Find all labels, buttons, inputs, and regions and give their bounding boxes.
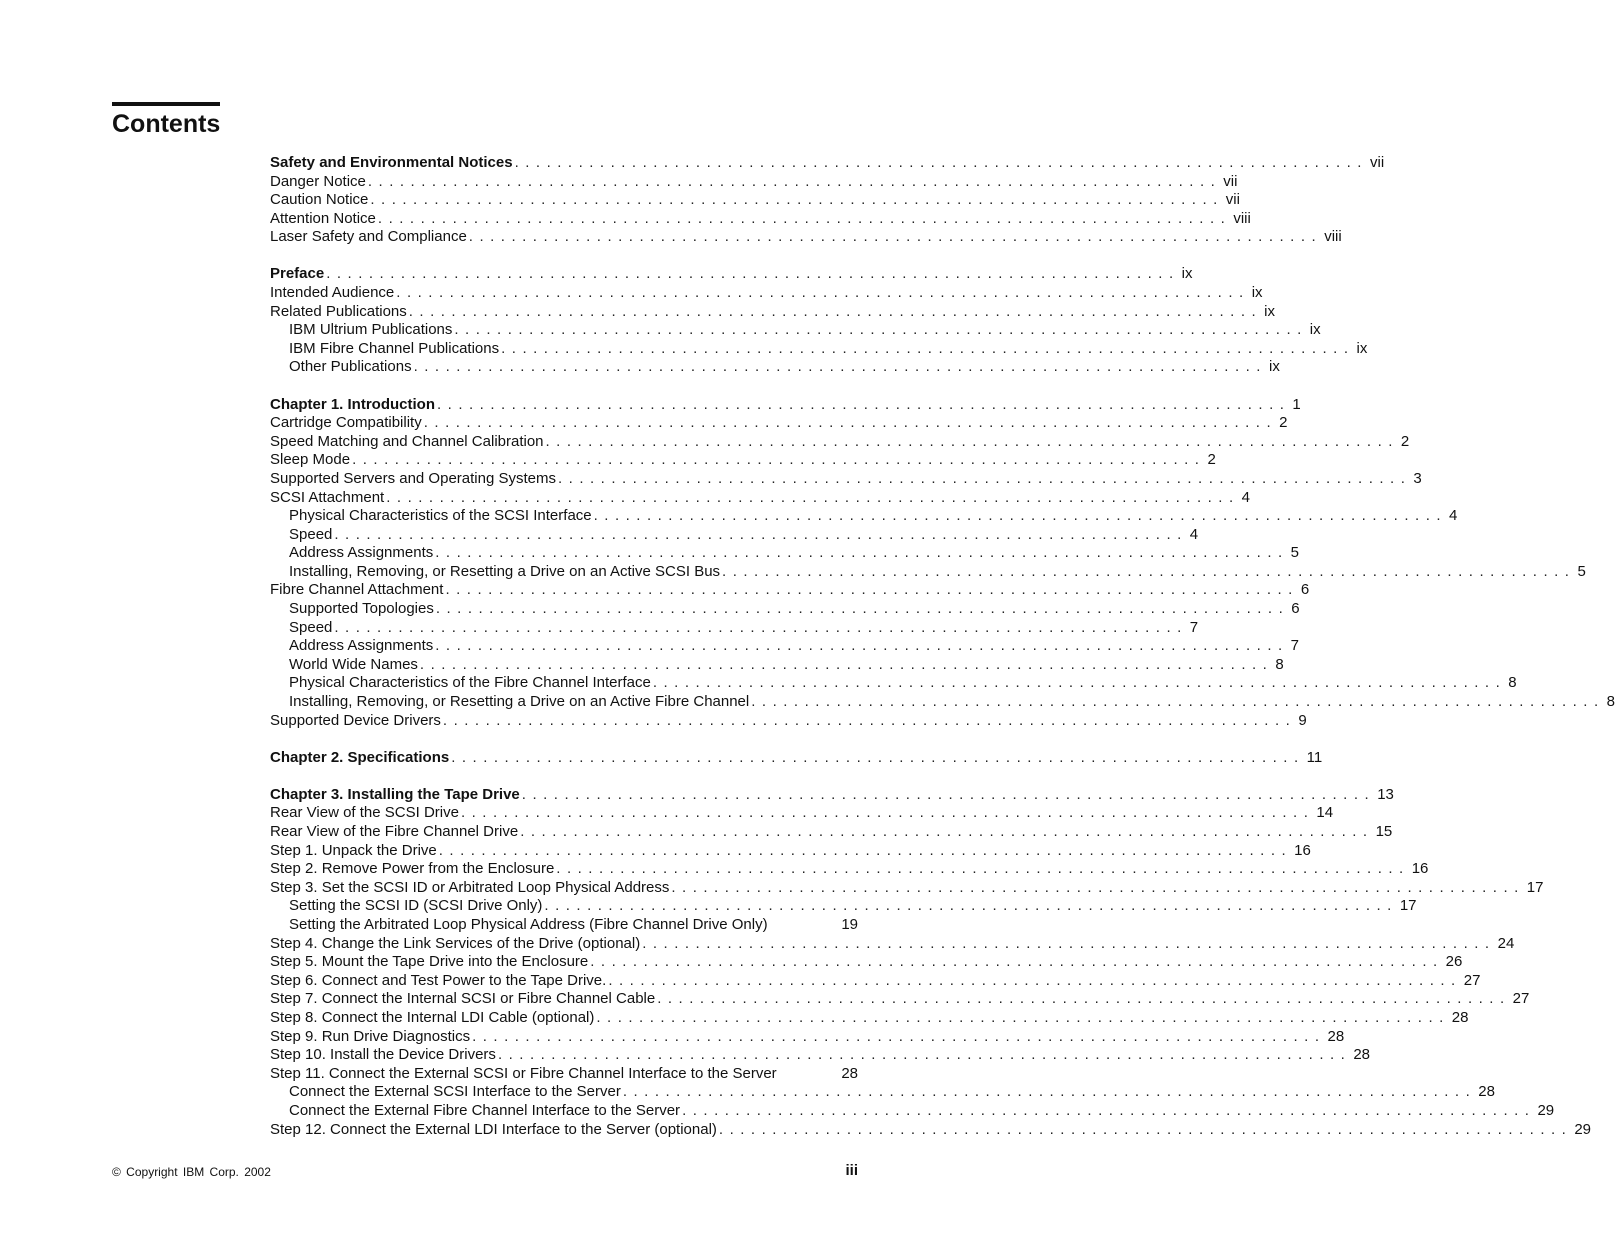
toc-entry-title: Preface [270,265,325,283]
toc-entry[interactable] [270,674,1517,693]
toc-entry-page: 13 [1377,785,1394,803]
toc-entry-title: Rear View of the SCSI Drive [270,804,459,822]
heading-rule [112,102,220,106]
toc-entry[interactable] [270,693,1615,712]
dot-leader: ................................................................................ [657,990,1511,1008]
dot-leader: ................................................................................ [652,674,1507,692]
dot-leader: ................................................................................ [370,191,1224,209]
dot-leader: ................................................................................ [435,637,1289,655]
dot-leader: ................................................................................ [396,284,1250,302]
toc-entry-title: Intended Audience [270,284,395,302]
toc-entry-title: Step 5. Mount the Tape Drive into the Enclosure [270,953,589,971]
dot-leader: ................................................................................ [419,655,1274,673]
dot-leader: ................................................................................ [751,693,1605,711]
toc-entry-title: Laser Safety and Compliance [270,228,467,246]
dot-leader: ................................................................................ [593,507,1448,525]
dot-leader: ................................................................................ [438,841,1293,859]
toc-entry-page: ix [1264,302,1276,320]
toc-entry-title: Chapter 2. Specifications [270,748,450,766]
dot-leader: ................................................................................ [501,339,1355,357]
dot-leader: ................................................................................ [352,451,1206,469]
dot-leader: ................................................................................ [326,265,1180,283]
toc-entry[interactable] [270,414,1288,433]
toc-entry[interactable] [270,191,1240,210]
toc-entry-page: viii [1324,228,1342,246]
toc-entry[interactable] [270,581,1310,600]
dot-leader: ................................................................................ [435,544,1289,562]
dot-leader: ................................................................................ [367,172,1222,190]
toc-entry-page: 6 [1291,600,1300,618]
toc-entry-page: 2 [1279,414,1288,432]
dot-leader: ................................................................................ [608,971,1462,989]
toc-entry-page: 7 [1189,618,1199,636]
dot-leader: ................................................................................ [718,1120,1573,1138]
toc-entry-title: Related Publications [270,302,407,320]
toc-entry[interactable] [270,321,1321,340]
toc-entry[interactable] [270,711,1307,731]
toc-entry-page: 28 [1451,1008,1469,1026]
dot-leader: ................................................................................ [544,897,1398,915]
toc-entry-page: 27 [1512,990,1530,1008]
toc-entry-title: SCSI Attachment [270,488,385,506]
dot-leader: ................................................................................ [642,934,1496,952]
toc-entry-title: Caution Notice [270,191,369,209]
toc-entry-page: 8 [1508,674,1517,692]
toc-entry[interactable] [270,302,1276,322]
toc-entry-title: Physical Characteristics of the SCSI Interface [289,507,592,525]
toc-entry-page: ix [1309,321,1321,339]
toc-entry-title: Address Assignments [289,637,434,655]
toc-entry-title: Step 11. Connect the External SCSI or Fibre Channel Interface to the Server [270,1064,777,1082]
dot-leader: ................................................................................ [445,581,1299,599]
toc-entry-page: 29 [1537,1101,1555,1119]
dot-leader: ................................................................................ [682,1101,1536,1119]
toc-entry-title: Connect the External Fibre Channel Interface to the Server [289,1101,681,1119]
toc-entry-title: Step 12. Connect the External LDI Interface to the Server (optional) [270,1120,717,1138]
toc-entry-title: Connect the External SCSI Interface to the Server [289,1083,621,1101]
toc-entry[interactable] [270,265,1193,284]
toc-entry-title: Step 7. Connect the Internal SCSI or Fibre Channel Cable [270,990,656,1008]
toc-entry-page: 19 [841,915,858,933]
toc-entry-page: 17 [1399,897,1417,915]
toc-entry[interactable] [270,916,858,935]
toc-entry-title: Chapter 1. Introduction [270,395,435,413]
dot-leader: ................................................................................ [334,618,1188,636]
toc-entry[interactable] [270,655,1284,675]
dot-leader: ................................................................................ [472,1027,1326,1045]
toc-entry[interactable] [270,154,1385,173]
toc-entry-page: 2 [1400,432,1410,450]
toc-entry-title: Attention Notice [270,209,376,227]
toc-entry-page: 28 [1327,1027,1345,1045]
toc-entry-page: 16 [1411,860,1429,878]
page-number: iii [845,1162,858,1179]
toc-entry-page: vii [1369,154,1385,171]
toc-entry[interactable] [270,934,1515,954]
toc-entry-title: Cartridge Compatibility [270,414,422,432]
toc-entry[interactable] [270,841,1311,861]
toc-entry[interactable] [270,1027,1345,1047]
toc-entry-page: 1 [1292,395,1301,413]
toc-entry-page: 26 [1445,953,1463,971]
toc-entry[interactable] [270,860,1429,879]
toc-entry[interactable] [270,395,1301,415]
toc-entry-title: Setting the SCSI ID (SCSI Drive Only) [289,897,543,915]
toc-entry[interactable] [270,823,1393,842]
toc-entry-title: World Wide Names [289,655,418,673]
toc-entry[interactable] [270,600,1300,619]
toc-entry[interactable] [270,1008,1469,1028]
dot-leader: ................................................................................ [557,469,1412,487]
toc-entry-title: Other Publications [289,358,412,376]
dot-leader: ................................................................................ [722,562,1576,580]
toc-entry-page: 6 [1300,581,1310,599]
dot-leader: ................................................................................ [435,600,1290,618]
toc-entry[interactable] [270,451,1216,470]
dot-leader: ................................................................................ [460,804,1315,822]
toc-entry-title: Supported Topologies [289,600,434,618]
toc-entry-page: 3 [1413,469,1422,487]
toc-entry[interactable] [270,488,1250,508]
dot-leader: ................................................................................ [377,209,1232,227]
toc-entry[interactable] [270,804,1334,823]
toc-entry-page: 28 [1353,1046,1371,1064]
toc-entry[interactable] [270,1101,1555,1121]
toc-entry-page: 29 [1574,1120,1592,1138]
toc-entry-page: 2 [1207,451,1216,469]
dot-leader: ................................................................................ [413,358,1267,376]
dot-leader: ................................................................................ [622,1083,1477,1101]
toc-entry[interactable] [270,878,1544,898]
dot-leader: ................................................................................ [556,860,1410,878]
dot-leader: ................................................................................ [497,1046,1352,1064]
toc-section [270,748,1323,768]
dot-leader: ................................................................................ [451,748,1305,766]
dot-leader: ................................................................................ [514,154,1368,171]
toc-entry-title: Installing, Removing, or Resetting a Drive on an Active Fibre Channel [289,693,750,711]
toc-section [270,785,1592,1139]
dot-leader: ................................................................................ [423,414,1278,432]
toc-entry[interactable] [270,432,1410,452]
toc-entry-title: Setting the Arbitrated Loop Physical Address (Fibre Channel Drive Only) [289,915,768,933]
toc-entry[interactable] [270,209,1251,229]
toc-entry[interactable] [270,1083,1495,1102]
toc-entry-title: Step 6. Connect and Test Power to the Tape Drive. [270,971,607,989]
toc-entry-page: ix [1268,358,1280,376]
toc-entry-page: 8 [1606,693,1615,711]
toc-entry-title: Sleep Mode [270,451,351,469]
toc-section [270,154,1385,247]
dot-leader: ................................................................................ [545,432,1399,450]
toc-entry-title: IBM Fibre Channel Publications [289,339,500,357]
dot-leader: ................................................................................ [521,785,1376,803]
toc-entry-title: Physical Characteristics of the Fibre Channel Interface [289,674,651,692]
dot-leader: ................................................................................ [590,953,1444,971]
toc-entry-title: Fibre Channel Attachment [270,581,444,599]
toc-entry-page: 17 [1526,878,1544,896]
toc-entry-page: 28 [841,1064,858,1082]
toc-entry[interactable] [270,339,1368,359]
toc-entry-title: Step 8. Connect the Internal LDI Cable (optional) [270,1008,595,1026]
toc-entry[interactable] [270,637,1299,656]
dot-leader: ................................................................................ [437,395,1291,413]
toc-entry[interactable] [270,544,1299,563]
toc-entry-page: vii [1223,172,1238,190]
toc-entry-page: 4 [1449,507,1458,525]
toc-section [270,395,1615,731]
toc-entry-title: Step 3. Set the SCSI ID or Arbitrated Loop Physical Address [270,878,670,896]
toc-entry[interactable] [270,748,1323,768]
toc-entry-page: 4 [1189,525,1199,543]
toc-entry-title: Safety and Environmental Notices [270,154,513,171]
toc-entry-page: ix [1181,265,1193,283]
dot-leader: ................................................................................ [442,711,1297,729]
toc-entry[interactable] [270,284,1263,303]
toc-entry[interactable] [270,897,1417,916]
dot-leader: ................................................................................ [386,488,1240,506]
toc-entry[interactable] [270,1046,1371,1065]
toc-entry[interactable] [270,785,1394,805]
toc-entry-page: 8 [1275,655,1284,673]
dot-leader: ................................................................................ [454,321,1308,339]
toc-entry-title: Chapter 3. Installing the Tape Drive [270,785,520,803]
dot-leader: ................................................................................ [334,525,1188,543]
toc-entry-title: IBM Ultrium Publications [289,321,453,339]
toc-entry-page: vii [1225,191,1240,209]
toc-entry[interactable] [270,990,1530,1009]
toc-entry-page: ix [1251,284,1263,302]
table-of-contents [270,154,1615,1158]
dot-leader: ................................................................................ [520,823,1374,840]
toc-entry[interactable] [270,358,1280,377]
toc-entry-title: Step 9. Run Drive Diagnostics [270,1027,471,1045]
toc-entry-title: Danger Notice [270,172,366,190]
toc-entry[interactable] [270,1120,1592,1140]
toc-entry-page: ix [1356,339,1368,357]
toc-entry-page: 24 [1497,934,1515,952]
toc-entry[interactable] [270,228,1342,247]
toc-entry-page: 28 [1478,1083,1495,1101]
toc-entry[interactable] [270,469,1422,489]
toc-entry[interactable] [270,971,1481,991]
toc-entry-page: 16 [1294,841,1311,859]
toc-section [270,265,1368,377]
toc-entry-title: Step 1. Unpack the Drive [270,841,437,859]
toc-entry[interactable] [270,562,1586,582]
toc-entry-page: 15 [1375,823,1393,840]
page-title: Contents [112,110,221,138]
toc-entry[interactable] [270,507,1458,526]
toc-entry-title: Speed [289,525,333,543]
toc-entry-page: 9 [1298,711,1307,729]
dot-leader: ................................................................................ [408,302,1263,320]
copyright-notice: © Copyright IBM Corp. 2002 [112,1165,271,1179]
toc-entry-title: Rear View of the Fibre Channel Drive [270,823,519,840]
toc-entry-title: Speed Matching and Channel Calibration [270,432,544,450]
toc-entry-page: 5 [1577,562,1586,580]
toc-entry-page: 11 [1306,748,1323,766]
toc-entry[interactable] [270,953,1463,972]
toc-entry-page: 27 [1463,971,1481,989]
toc-entry-title: Speed [289,618,333,636]
toc-entry-title: Step 2. Remove Power from the Enclosure [270,860,555,878]
toc-entry-title: Address Assignments [289,544,434,562]
toc-entry[interactable] [270,1065,858,1084]
toc-entry-title: Supported Servers and Operating Systems [270,469,556,487]
toc-entry-page: 4 [1241,488,1250,506]
dot-leader: ................................................................................ [596,1008,1450,1026]
toc-entry-page: 7 [1290,637,1299,655]
toc-entry-page: 5 [1290,544,1299,562]
toc-entry[interactable] [270,525,1199,545]
toc-entry-title: Supported Device Drivers [270,711,441,729]
toc-entry-title: Step 4. Change the Link Services of the Drive (optional) [270,934,641,952]
dot-leader: ................................................................................ [671,878,1525,896]
toc-entry-title: Installing, Removing, or Resetting a Drive on an Active SCSI Bus [289,562,721,580]
toc-entry-title: Step 10. Install the Device Drivers [270,1046,496,1064]
toc-entry-page: 14 [1316,804,1334,822]
toc-entry[interactable] [270,618,1199,638]
toc-entry-page: viii [1233,209,1251,227]
dot-leader: ................................................................................ [468,228,1323,246]
toc-entry[interactable] [270,172,1238,192]
